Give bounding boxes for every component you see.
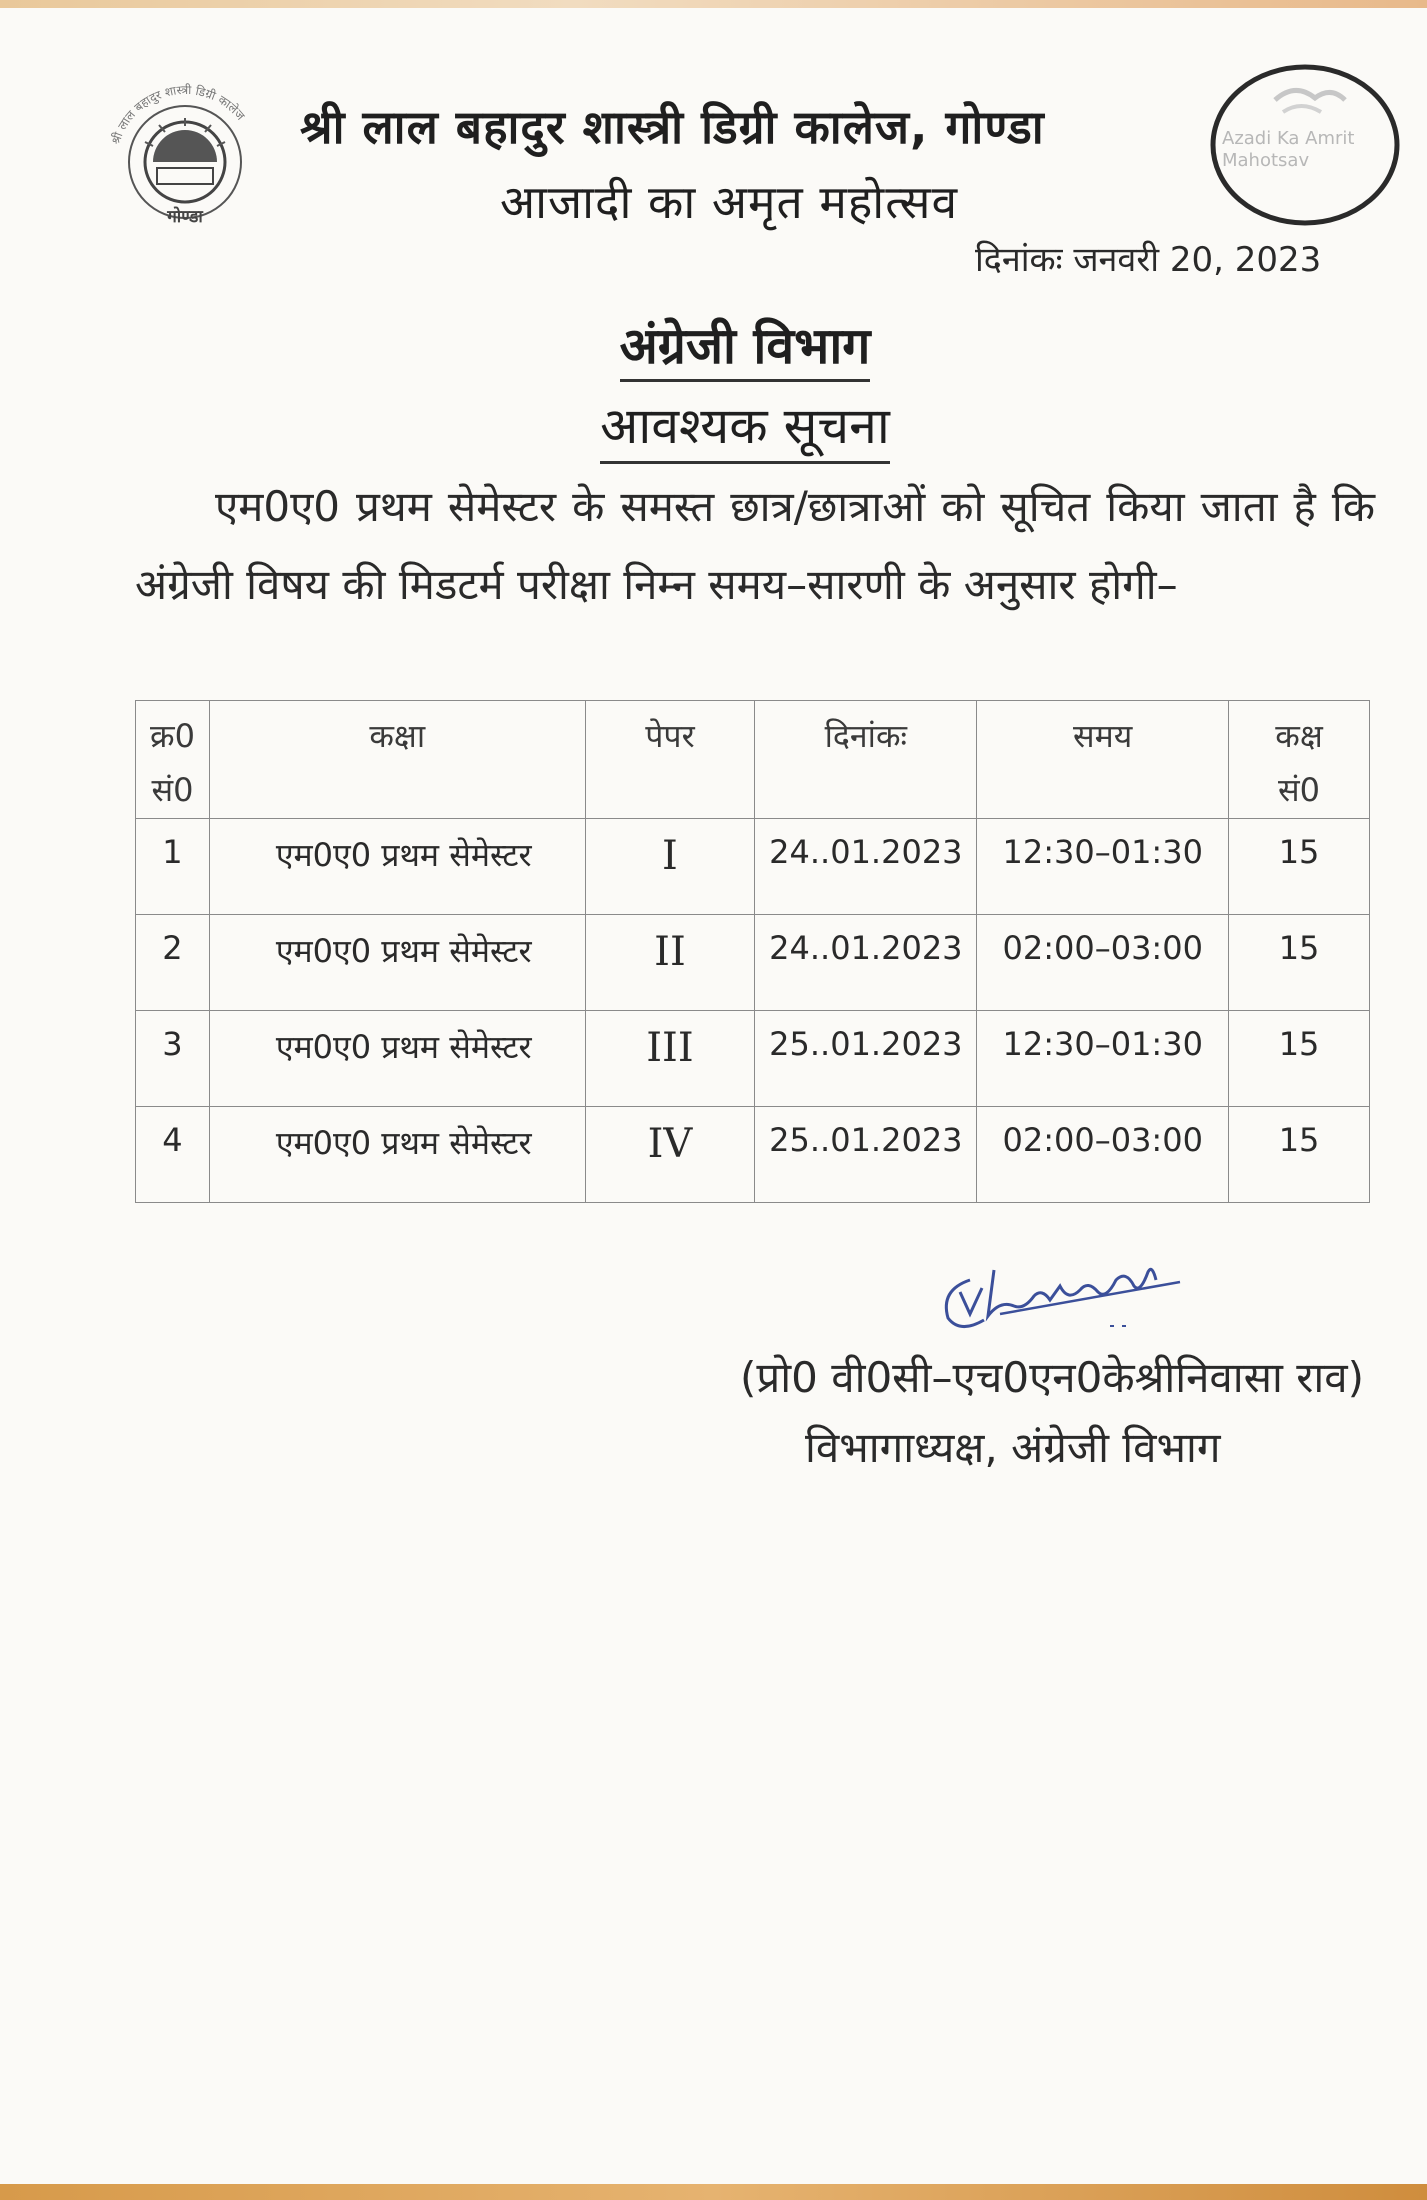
signer-name: (प्रो0 वी0सी–एच0एन0केश्रीनिवासा राव) xyxy=(740,1353,1365,1402)
signer-designation: विभागाध्यक्ष, अंग्रेजी विभाग xyxy=(805,1423,1221,1472)
college-name: श्री लाल बहादुर शास्त्री डिग्री कालेज, गोण्डा xyxy=(300,100,1045,154)
header-date: दिनांकः xyxy=(755,701,977,819)
cell-serial: 2 xyxy=(136,915,210,1011)
cell-class: एम0ए0 प्रथम सेमेस्टर xyxy=(209,1011,585,1107)
header-time: समय xyxy=(977,701,1229,819)
cell-room: 15 xyxy=(1229,1011,1370,1107)
cell-room: 15 xyxy=(1229,915,1370,1011)
notice-date: दिनांकः जनवरी 20, 2023 xyxy=(975,240,1322,280)
cell-date: 24..01.2023 xyxy=(755,915,977,1011)
table-row xyxy=(136,915,1370,1011)
paper-bottom-edge xyxy=(0,2184,1427,2200)
cell-time: 02:00–03:00 xyxy=(977,1107,1229,1203)
azadi-logo-text: Azadi Ka Amrit Mahotsav xyxy=(1222,128,1355,171)
header-room-line-2: सं0 xyxy=(1278,771,1321,809)
notice-body: एम0ए0 प्रथम सेमेस्टर के समस्त छात्र/छात्राओं को सूचित किया जाता है कि अंग्रेजी विषय की मिडटर्म परीक्षा निम्न समय–सारणी के अनुसार होगी– xyxy=(135,482,1375,609)
cell-class: एम0ए0 प्रथम सेमेस्टर xyxy=(209,819,585,915)
table-row xyxy=(136,819,1370,915)
department-heading xyxy=(0,310,1427,378)
cell-class: एम0ए0 प्रथम सेमेस्टर xyxy=(209,915,585,1011)
cell-date: 25..01.2023 xyxy=(755,1011,977,1107)
notice-title xyxy=(0,390,1427,458)
cell-date: 25..01.2023 xyxy=(755,1107,977,1203)
svg-text:श्री लाल बहादुर शास्त्री डिग्र: श्री लाल बहादुर शास्त्री डिग्री कालेज xyxy=(108,82,248,147)
header-serial-number xyxy=(136,701,210,819)
table-row xyxy=(136,1011,1370,1107)
header-room-line-1: कक्ष xyxy=(1275,717,1323,755)
cell-time: 12:30–01:30 xyxy=(977,819,1229,915)
handwritten-signature xyxy=(930,1230,1210,1340)
exam-schedule-table xyxy=(135,700,1370,1203)
department-heading-text: अंग्रेजी विभाग xyxy=(620,317,871,382)
cell-time: 02:00–03:00 xyxy=(977,915,1229,1011)
cell-paper: II xyxy=(585,915,755,1011)
tagline: आजादी का अमृत महोत्सव xyxy=(500,175,959,229)
cell-serial: 1 xyxy=(136,819,210,915)
header-paper: पेपर xyxy=(585,701,755,819)
header-serial-line-1: क्र0 xyxy=(150,717,195,755)
header-room xyxy=(1229,701,1370,819)
emblem-caption: गोण्डा xyxy=(167,207,203,227)
cell-room: 15 xyxy=(1229,1107,1370,1203)
cell-paper: III xyxy=(585,1011,755,1107)
cell-paper: IV xyxy=(585,1107,755,1203)
cell-date: 24..01.2023 xyxy=(755,819,977,915)
cell-room: 15 xyxy=(1229,819,1370,915)
paper-top-edge xyxy=(0,0,1427,8)
header-serial-line-2: सं0 xyxy=(151,771,194,809)
table-row xyxy=(136,1107,1370,1203)
cell-time: 12:30–01:30 xyxy=(977,1011,1229,1107)
cell-serial: 3 xyxy=(136,1011,210,1107)
cell-paper: I xyxy=(585,819,755,915)
cell-class: एम0ए0 प्रथम सेमेस्टर xyxy=(209,1107,585,1203)
cell-serial: 4 xyxy=(136,1107,210,1203)
notice-title-text: आवश्यक सूचना xyxy=(600,397,890,464)
table-header-row xyxy=(136,701,1370,819)
header-class: कक्षा xyxy=(209,701,585,819)
